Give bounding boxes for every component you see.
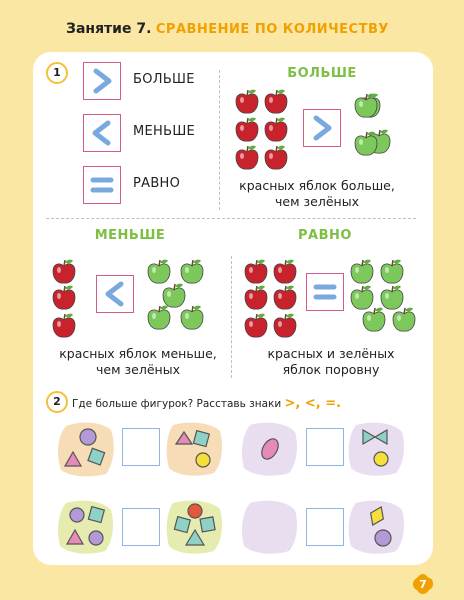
shape-group-blob — [56, 498, 116, 556]
answer-box[interactable] — [122, 428, 160, 466]
page-number: 7 — [419, 578, 427, 591]
example-equal-caption — [246, 346, 416, 378]
red-apple-icon — [242, 312, 270, 340]
green-apple-icon — [348, 258, 376, 286]
caption-line: красных яблок больше, — [239, 178, 395, 193]
green-apple-icon — [360, 306, 388, 334]
red-apple-icon — [262, 116, 290, 144]
lesson-header — [66, 20, 389, 39]
instruction-text: Где больше фигурок? Расставь знаки — [72, 398, 282, 410]
red-apple-icon — [50, 312, 78, 340]
less-sign-box — [83, 114, 121, 152]
shape-group-blob — [347, 420, 407, 478]
red-apple-icon — [50, 258, 78, 286]
example-less-title: МЕНЬШЕ — [94, 228, 166, 243]
circle-shape — [89, 531, 103, 545]
red-apple-icon — [233, 88, 261, 116]
less-sign-icon — [84, 115, 120, 151]
circle-shape — [374, 452, 388, 466]
red-apple-icon — [242, 284, 270, 312]
equal-sign-icon — [307, 274, 343, 310]
example-greater-caption — [232, 178, 402, 210]
example-equal-sign-box — [306, 273, 344, 311]
example-equal-title: РАВНО — [298, 228, 352, 243]
example-greater-sign-box — [303, 109, 341, 147]
circle-shape — [188, 504, 202, 518]
equal-sign-icon — [84, 167, 120, 203]
shape-group-blob — [240, 420, 300, 478]
green-apple-icon — [160, 282, 188, 310]
greater-sign-box — [83, 62, 121, 100]
task-2-instruction — [72, 396, 341, 411]
shape-group-blob — [165, 420, 225, 478]
divider-vertical-middle — [231, 256, 232, 378]
shape-group-blob — [240, 498, 300, 556]
answer-box[interactable] — [122, 508, 160, 546]
caption-line: яблок поровну — [282, 362, 380, 377]
caption-line: чем зелёных — [275, 194, 359, 209]
shape-group-blob — [165, 498, 225, 556]
caption-line: красных и зелёных — [267, 346, 395, 361]
sign-hints: >, <, =. — [284, 396, 342, 411]
lesson-number: Занятие 7. — [66, 21, 152, 37]
sign-label-greater: БОЛЬШЕ — [133, 72, 195, 87]
example-less-caption — [48, 346, 228, 378]
red-apple-icon — [271, 258, 299, 286]
answer-box[interactable] — [306, 428, 344, 466]
circle-shape — [196, 453, 210, 467]
green-apple-icon — [352, 130, 380, 158]
red-apple-icon — [242, 258, 270, 286]
lesson-topic: СРАВНЕНИЕ ПО КОЛИЧЕСТВУ — [155, 22, 389, 37]
answer-box[interactable] — [306, 508, 344, 546]
task-2-number: 2 — [46, 391, 68, 413]
red-apple-icon — [233, 116, 261, 144]
circle-shape — [80, 429, 96, 445]
page-number-badge — [412, 573, 434, 595]
sign-label-less: МЕНЬШЕ — [133, 124, 196, 139]
green-apple-icon — [352, 92, 380, 120]
divider-vertical-top — [219, 70, 220, 210]
greater-sign-icon — [304, 110, 340, 146]
green-apple-icon — [378, 258, 406, 286]
greater-sign-icon — [84, 63, 120, 99]
square-shape — [174, 517, 190, 533]
square-shape — [193, 431, 209, 447]
red-apple-icon — [262, 144, 290, 172]
example-less-sign-box — [96, 275, 134, 313]
red-apple-icon — [233, 144, 261, 172]
shape-group-blob — [347, 498, 407, 556]
task-1-number: 1 — [46, 62, 68, 84]
equal-sign-box — [83, 166, 121, 204]
green-apple-icon — [390, 306, 418, 334]
red-apple-icon — [271, 312, 299, 340]
square-shape — [88, 507, 104, 523]
divider-horizontal — [46, 218, 416, 219]
red-apple-icon — [50, 284, 78, 312]
example-greater-title: БОЛЬШЕ — [287, 66, 357, 81]
caption-line: красных яблок меньше, — [59, 346, 217, 361]
shape-group-blob — [56, 420, 116, 478]
less-sign-icon — [97, 276, 133, 312]
caption-line: чем зелёных — [96, 362, 180, 377]
red-apple-icon — [271, 284, 299, 312]
sign-label-equal: РАВНО — [133, 176, 181, 191]
circle-shape — [70, 508, 84, 522]
circle-shape — [375, 530, 391, 546]
red-apple-icon — [262, 88, 290, 116]
square-shape — [200, 517, 215, 532]
